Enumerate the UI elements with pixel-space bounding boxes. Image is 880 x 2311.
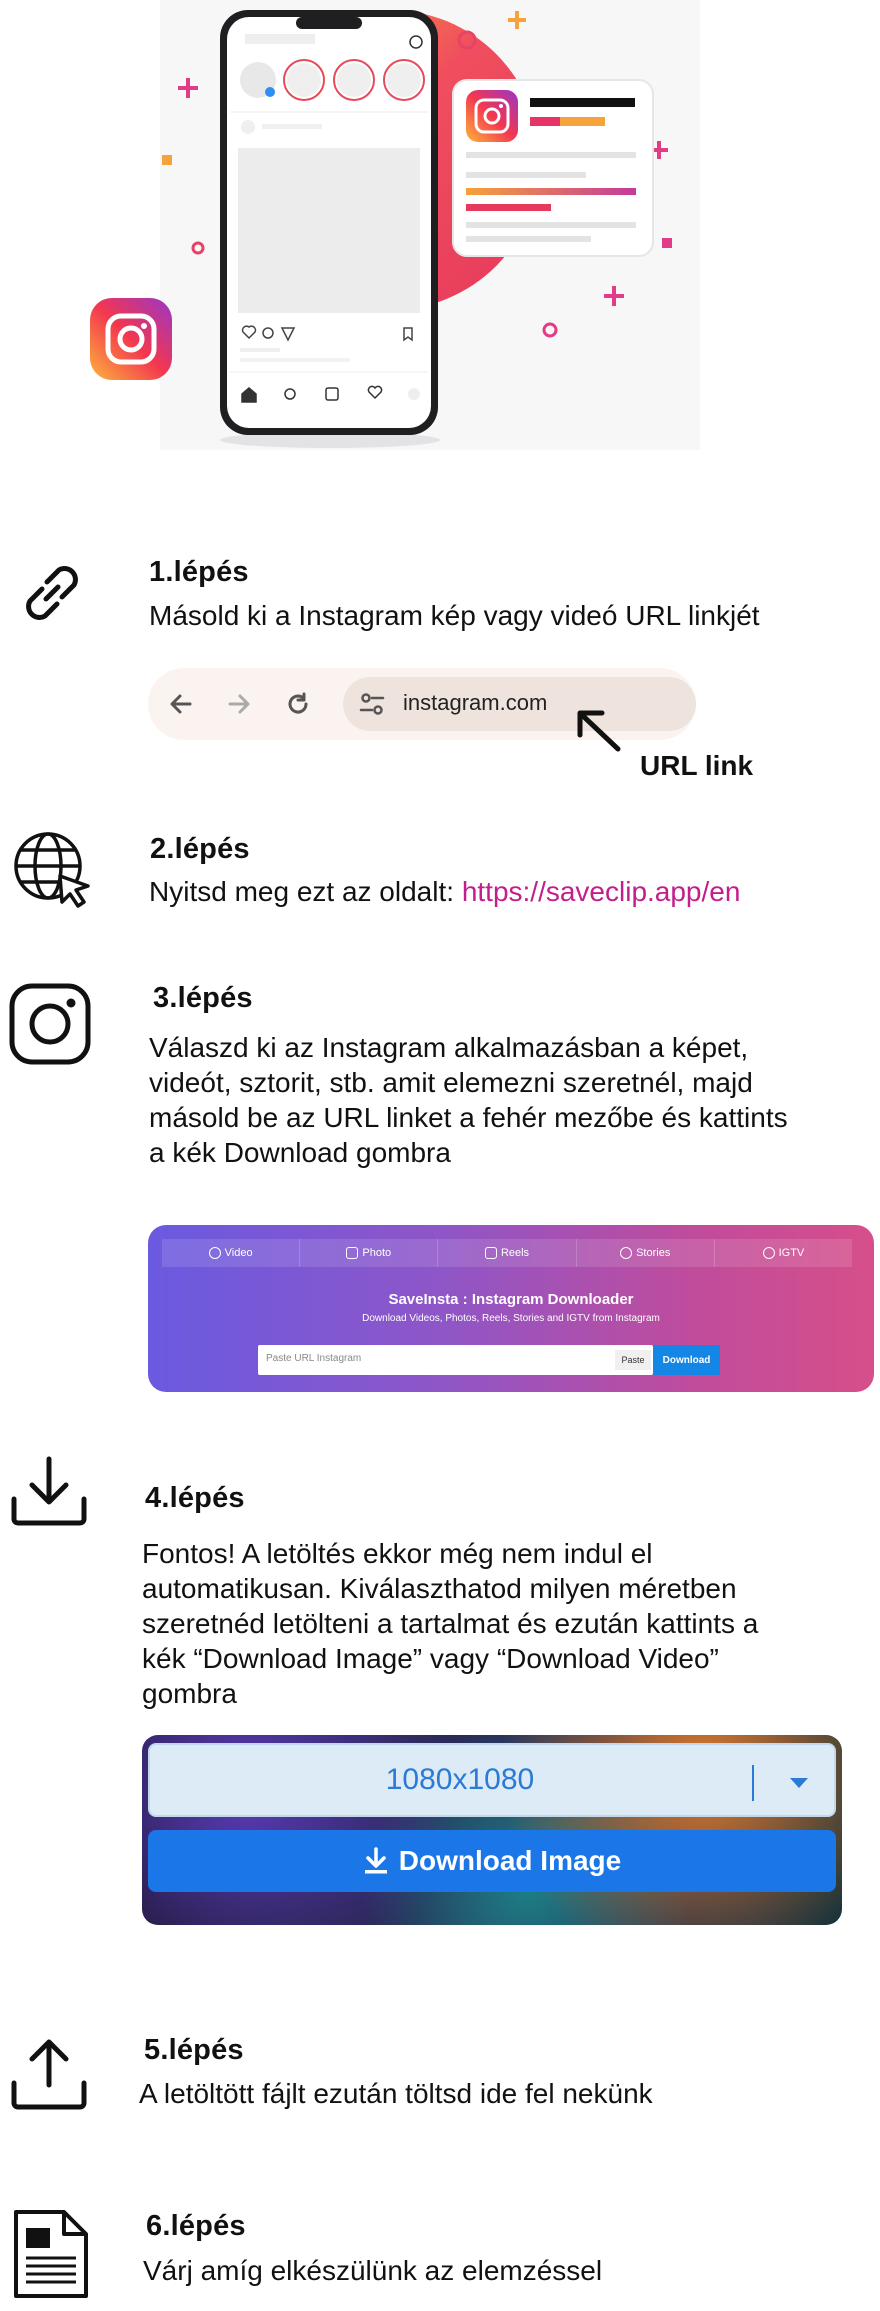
step-3-line: a kék Download gombra <box>149 1137 451 1168</box>
forward-arrow-icon[interactable] <box>226 691 252 717</box>
downloader-title: SaveInsta : Instagram Downloader <box>388 1291 634 1308</box>
download-button[interactable] <box>653 1345 720 1375</box>
back-arrow-icon[interactable] <box>168 691 194 717</box>
chevron-down-icon[interactable] <box>790 1778 808 1788</box>
phone-illustration <box>90 0 710 460</box>
tab-igtv-label: IGTV <box>778 1247 805 1259</box>
step-4-line: gombra <box>142 1678 237 1709</box>
globe-cursor-icon <box>10 826 92 908</box>
hero-illustration <box>90 0 710 460</box>
step-4-line: Fontos! A letöltés ekkor még nem indul el <box>142 1538 653 1569</box>
select-divider <box>752 1765 754 1801</box>
size-select[interactable] <box>148 1743 836 1817</box>
tab-video-label: Video <box>224 1247 253 1259</box>
step-1-text: Másold ki a Instagram kép vagy videó URL linkjét <box>149 600 760 631</box>
download-icon <box>10 1455 88 1527</box>
document-icon <box>12 2208 90 2300</box>
url-input[interactable] <box>258 1345 653 1375</box>
reels-icon <box>485 1247 497 1259</box>
step-4-line: kék “Download Image” vagy “Download Video” <box>142 1643 719 1674</box>
paste-label: Paste <box>621 1355 645 1365</box>
step-6-text: Várj amíg elkészülünk az elemzéssel <box>143 2255 603 2286</box>
download-arrow-icon <box>363 1847 389 1875</box>
downloader-banner <box>148 1225 874 1392</box>
video-icon <box>209 1247 221 1259</box>
instagram-icon <box>8 982 92 1066</box>
step-4-text <box>142 1536 758 1711</box>
step-2-title: 2.lépés <box>150 833 250 865</box>
tab-reels[interactable] <box>438 1239 576 1267</box>
download-label: Download <box>662 1354 711 1366</box>
step-5-title: 5.lépés <box>144 2034 244 2066</box>
tab-igtv[interactable] <box>715 1239 852 1267</box>
step-2-prefix: Nyitsd meg ezt az oldalt: <box>149 876 462 907</box>
step-3-line: Válaszd ki az Instagram alkalmazásban a képet, <box>149 1032 749 1063</box>
igtv-icon <box>763 1247 775 1259</box>
paste-button[interactable] <box>615 1350 651 1370</box>
step-3-text <box>149 1030 788 1170</box>
step-4-line: automatikusan. Kiválaszthatod milyen méretben <box>142 1573 737 1604</box>
step-3-line: másold be az URL linket a fehér mezőbe és kattints <box>149 1102 788 1133</box>
step-5-text: A letöltött fájlt ezután töltsd ide fel nekünk <box>139 2078 653 2109</box>
tab-stories[interactable] <box>577 1239 715 1267</box>
photo-icon <box>346 1247 358 1259</box>
download-image-label: Download Image <box>398 1845 622 1876</box>
step-3-line: videót, sztorit, stb. amit elemezni szeretnél, majd <box>149 1067 753 1098</box>
address-field[interactable] <box>343 677 696 731</box>
download-widget <box>142 1735 842 1925</box>
saveclip-link[interactable]: https://saveclip.app/en <box>461 876 741 907</box>
step-4-line: szeretnéd letölteni a tartalmat és ezután kattints a <box>142 1608 759 1639</box>
size-value: 1080x1080 <box>385 1763 535 1796</box>
step-6-title: 6.lépés <box>146 2210 246 2242</box>
downloader-subtitle: Download Videos, Photos, Reels, Stories and IGTV from Instagram <box>362 1313 660 1324</box>
address-text: instagram.com <box>403 690 548 715</box>
download-image-button[interactable] <box>148 1830 836 1892</box>
tab-video[interactable] <box>162 1239 300 1267</box>
tab-photo-label: Photo <box>362 1247 392 1259</box>
tab-stories-label: Stories <box>636 1247 671 1259</box>
step-4-title: 4.lépés <box>145 1482 245 1514</box>
site-settings-icon[interactable] <box>359 692 385 716</box>
link-icon <box>14 555 90 631</box>
reload-icon[interactable] <box>284 690 312 718</box>
step-2-text <box>149 874 740 909</box>
tab-photo[interactable] <box>300 1239 438 1267</box>
downloader-tabs <box>162 1239 852 1267</box>
url-input-placeholder: Paste URL Instagram <box>266 1353 362 1364</box>
url-link-annotation: URL link <box>640 750 754 781</box>
tab-reels-label: Reels <box>500 1247 530 1259</box>
stories-icon <box>620 1247 632 1259</box>
step-3-title: 3.lépés <box>153 982 253 1014</box>
step-1-title: 1.lépés <box>149 556 249 588</box>
arrow-pointer-icon <box>570 705 630 755</box>
upload-icon <box>10 2037 88 2111</box>
